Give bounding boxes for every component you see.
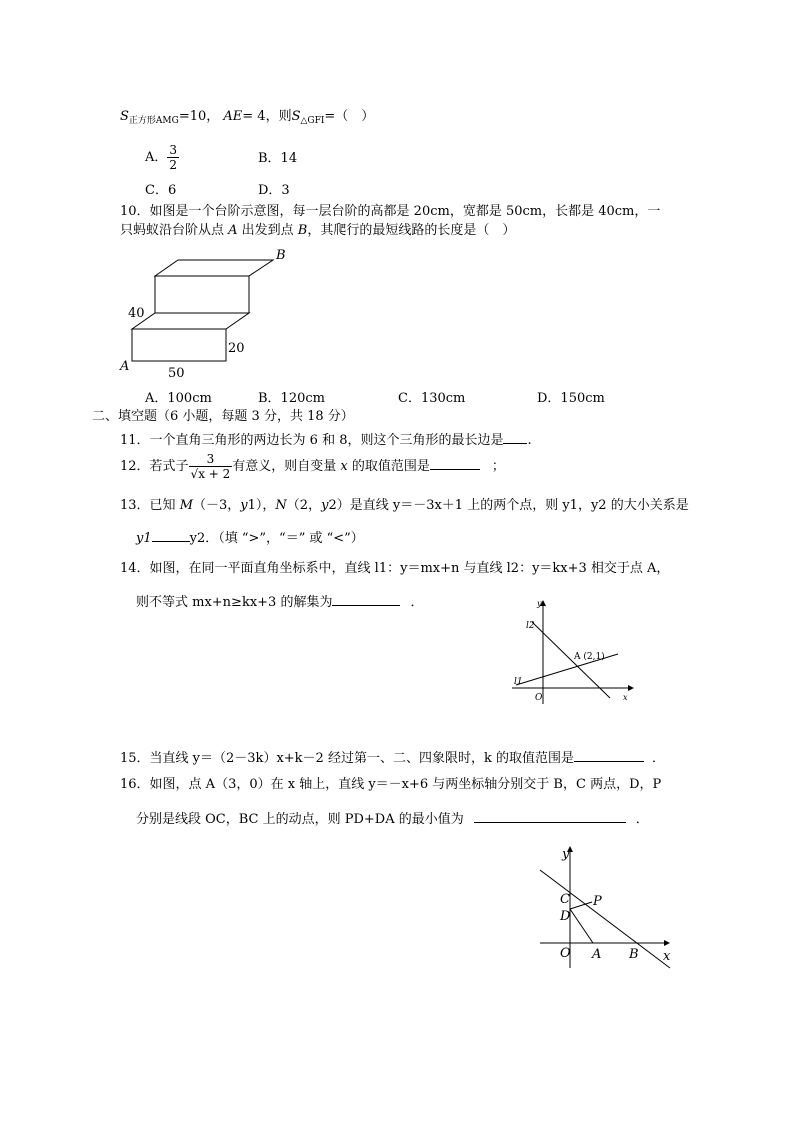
q16-line2-text: 分别是线段 OC，BC 上的动点，则 PD+DA 的最小值为 (136, 812, 464, 827)
q13-line2-y1: y1 (136, 531, 152, 546)
q9-option-a-label: A． (145, 150, 168, 165)
q10-bottom-step-front (132, 329, 226, 361)
q12-numerator: 3 (189, 452, 233, 467)
q12-var: x (340, 459, 348, 474)
q13-y2: y (321, 498, 329, 513)
q10-point-a: A (228, 223, 238, 238)
q9-ae: AE (223, 109, 243, 124)
q12-answer-blank[interactable] (430, 455, 480, 470)
q15 (120, 747, 665, 768)
q13-line1 (120, 497, 689, 515)
q10-label-40: 40 (128, 306, 145, 321)
q9-option-b: B．14 (258, 151, 298, 166)
q10-bottom-step-top (132, 313, 249, 329)
q10-stairs-figure (118, 244, 298, 384)
q11-answer-blank[interactable] (503, 429, 527, 444)
q16-answer-blank[interactable] (474, 808, 626, 823)
q9-ae-value: = 4，则 (242, 109, 292, 124)
q14-line2-tail: ． (410, 595, 424, 610)
q14-x-arrow (628, 685, 634, 691)
q9-option-d: D．3 (258, 183, 290, 198)
q16-label-x: x (663, 949, 671, 964)
q10-line2-part-a: 只蚂蚁沿台阶从点 (120, 223, 229, 238)
q9-s-symbol: S (120, 109, 129, 124)
q16-line1: 16．如图，点 A（3，0）在 x 轴上，直线 y＝－x+6 与两坐标轴分别交于 B，C 两点，D，P (120, 777, 662, 792)
q14-label-l2: l2 (526, 621, 535, 631)
q10-line2-part-b: 出发到点 (237, 223, 298, 238)
q9-option-a-fraction (167, 143, 179, 172)
q16-label-a: A (592, 947, 602, 962)
q10-label-50: 50 (168, 366, 185, 381)
q16-label-p: P (593, 894, 602, 909)
q14-label-x: x (623, 693, 628, 702)
q9-s-subscript: 正方形AMG (128, 116, 179, 126)
q12-tail: 的取值范围是 (347, 459, 430, 474)
q13-line2-tail: y2．（填 “>”，“＝” 或 “<”） (189, 531, 364, 546)
q13-point-n: N (275, 498, 287, 513)
q14-answer-blank[interactable] (332, 591, 400, 606)
q10-label-a: A (120, 359, 130, 374)
q10-option-b: B．120cm (258, 391, 325, 406)
q14-label-y: y (537, 599, 542, 608)
q13-part-c: 1）， (247, 498, 276, 513)
q9-condition-line (120, 108, 374, 130)
q13-part-f: 上的两个点，则 y1，y2 的大小关系是 (463, 498, 689, 513)
q10-point-b: B (297, 223, 308, 238)
q16-x-arrow (664, 940, 670, 946)
q16-segment-da (570, 909, 593, 943)
q10-upper-step-top (155, 260, 273, 276)
q13-y1: y (240, 498, 248, 513)
q12-mid: 有意义，则自变量 (232, 459, 341, 474)
q13-part-e: 2）是直线 (328, 498, 393, 513)
q13-answer-blank[interactable] (152, 527, 190, 542)
q15-answer-blank[interactable] (574, 747, 644, 762)
q13-point-m: M (179, 498, 193, 513)
q13-part-a: 13．已知 (120, 498, 180, 513)
q13-part-d: （2， (286, 498, 322, 513)
q12 (120, 450, 505, 484)
q10-line2-part-c: ，其爬行的最短线路的长度是（ ） (307, 223, 516, 238)
q11 (120, 429, 532, 450)
q9-s2-tail: =（ ） (324, 109, 375, 124)
q9-s2-subscript: △GFI (300, 116, 325, 126)
q12-head: 12．若式子 (120, 459, 189, 474)
q12-end: ； (491, 459, 505, 474)
q12-denominator: √x + 2 (190, 467, 231, 481)
q14-line2-text: 则不等式 mx+n≥kx+3 的解集为 (136, 595, 333, 610)
q10-label-20: 20 (228, 341, 245, 356)
q15-tail: ． (651, 751, 665, 766)
q16-label-c: C (560, 892, 570, 907)
q9-option-a (145, 143, 179, 172)
q16-graph-figure (536, 840, 676, 972)
q12-fraction (189, 452, 233, 481)
q16-label-b: B (629, 947, 639, 962)
q10-line2 (120, 222, 515, 240)
q10-line1: 10．如图是一个台阶示意图，每一层台阶的高都是 20cm，宽都是 50cm，长都是 40cm，一 (120, 204, 661, 219)
q14-label-o: O (535, 693, 543, 703)
q9-option-a-numerator: 3 (169, 143, 178, 157)
q16-label-o: O (560, 946, 571, 961)
q15-text: 15．当直线 y＝（2－3k）x+k－2 经过第一、二、四象限时，k 的取值范围是 (120, 751, 574, 766)
q16-line2-tail: ． (635, 812, 649, 827)
q10-option-c: C．130cm (398, 391, 466, 406)
q16-label-y: y (562, 847, 570, 862)
q16-segment-dp (570, 902, 592, 909)
q14-label-l1: l1 (514, 677, 523, 687)
q14-line2 (136, 591, 423, 612)
q9-option-c: C．6 (145, 183, 177, 198)
q13-part-b: （－3， (193, 498, 241, 513)
q16-label-d: D (560, 909, 571, 924)
q13-line2 (136, 527, 364, 548)
q9-condition-value: =10， (178, 109, 220, 124)
q13-equation: y＝－3x＋1 (392, 498, 464, 513)
q11-tail: . (527, 433, 532, 448)
q10-label-b: B (276, 248, 286, 263)
q14-graph-figure (506, 596, 636, 708)
q10-option-d: D．150cm (537, 391, 605, 406)
q14-line1: 14．如图，在同一平面直角坐标系中，直线 l1：y＝mx+n 与直线 l2：y＝kx+3 相交于点 A， (120, 561, 670, 576)
q11-text: 11．一个直角三角形的两边长为 6 和 8，则这个三角形的最长边是 (120, 433, 504, 448)
q9-option-a-denominator: 2 (169, 158, 178, 172)
section-2-title: 二、填空题（6 小题，每题 3 分，共 18 分） (92, 409, 354, 424)
q10-upper-step-front (155, 276, 249, 313)
q9-s2-symbol: S (291, 109, 301, 124)
q14-label-a: A (2,1) (574, 652, 605, 662)
q10-option-a: A．100cm (145, 391, 212, 406)
q16-line2 (136, 808, 649, 829)
